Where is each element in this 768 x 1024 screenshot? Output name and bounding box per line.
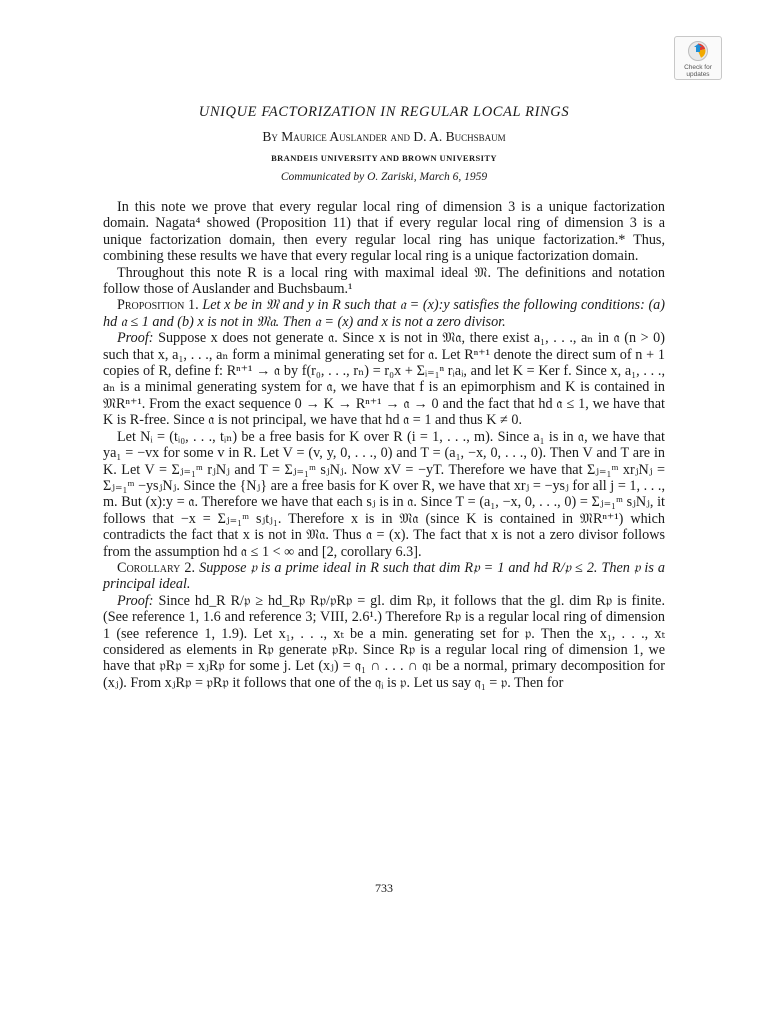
check-updates-icon [687, 40, 709, 62]
proof-2 [103, 593, 665, 691]
proof-1-part-b: Let Nᵢ = (tᵢ₀, . . ., tᵢₙ) be a free basis for K over R (i = 1, . . ., m). Since a₁ is in 𝔞, we have that ya₁ = −vx for some v in R. Let V = (v, y, 0, . . ., 0) and T = (a₁, −x, 0, . . ., 0). Then V and T are in K. Let V = Σⱼ₌₁ᵐ rⱼNⱼ and T = Σⱼ₌₁ᵐ sⱼNⱼ. Now xV = −yT. Therefore we have that Σⱼ₌₁ᵐ xrⱼNⱼ = Σⱼ₌₁ᵐ −ysⱼNⱼ. Since the {Nⱼ} are a free basis for K over R, we have that xrⱼ = −ysⱼ for all j = 1, . . ., m. But (x):y = 𝔞. Therefore we have that each sⱼ is in 𝔞. Since T = (a₁, −x, 0, . . ., 0) = Σⱼ₌₁ᵐ sⱼNⱼ, it follows that −x = Σⱼ₌₁ᵐ sⱼtⱼ₁. Therefore x is in 𝔐𝔞 (since K is contained in 𝔐Rⁿ⁺¹) which contradicts the fact that x is not in 𝔐𝔞. Thus 𝔞 = (x). The fact that x is not a zero divisor follows from the assumption hd 𝔞 ≤ 1 < ∞ and [2, corollary 6.3]. [103, 428, 665, 560]
article-affiliation: BRANDEIS UNIVERSITY AND BROWN UNIVERSITY [271, 153, 497, 163]
page-number: 733 [375, 881, 393, 895]
check-for-updates-badge[interactable] [674, 36, 722, 80]
paragraph-intro: In this note we prove that every regular local ring of dimension 3 is a unique factorization domain. Nagata⁴ showed (Proposition 11) that if every regular local ring of dimension 3 is a unique factorization domain, then every regular local ring has unique factorization.* Thus, combining these results we have that every regular local ring is a unique factorization domain. [103, 199, 665, 265]
corollary-2 [103, 560, 665, 593]
proof-1-part-a [103, 330, 665, 428]
proof-text: Suppose x does not generate 𝔞. Since x is not in 𝔐𝔞, there exist a₁, . . ., aₙ in 𝔞 (n > 0) such that x, a₁, . . ., aₙ form a minimal generating set for 𝔞. Let Rⁿ⁺¹ denote the direct sum of n + 1 copies of R, define f: Rⁿ⁺¹ → 𝔞 by f(r₀, . . ., rₙ) = r₀x + Σᵢ₌₁ⁿ rᵢaᵢ, and let K = Ker f. Since x, a₁, . . ., aₙ is a minimal generating system for 𝔞, we have that f is an epimorphism and K is contained in 𝔐Rⁿ⁺¹. From the exact sequence 0 → K → Rⁿ⁺¹ → 𝔞 → 0 and the fact that hd 𝔞 ≤ 1, we have that K is R-free. Since 𝔞 is not principal, we have that hd 𝔞 = 1 and thus K ≠ 0. [103, 330, 665, 429]
badge-label-1: Check for [684, 64, 712, 71]
proposition-1 [103, 297, 665, 330]
article-authors: By Maurice Auslander and D. A. Buchsbaum [262, 129, 506, 144]
article-title: UNIQUE FACTORIZATION IN REGULAR LOCAL RINGS [198, 104, 570, 120]
proof-2-label: Proof: [117, 592, 154, 609]
proof-2-text: Since hd_R R/𝔭 ≥ hd_R𝔭 R𝔭/𝔭R𝔭 = gl. dim R𝔭, it follows that the gl. dim R𝔭 is finite. (See reference 1, 1.6 and reference 3; VIII, 2.6¹.) Therefore R𝔭 is a regular local ring of dimension 1 (see reference 1, 1.9). Let x₁, . . ., xₜ be a min. generating set for 𝔭. Then the x₁, . . ., xₜ considered as elements in R𝔭 generate 𝔭R𝔭. Since R𝔭 is a regular local ring of dimension 1, we have that 𝔭R𝔭 = xⱼR𝔭 for some j. Let (xⱼ) = 𝔮₁ ∩ . . . ∩ 𝔮ₗ be a normal, primary decomposition for (xⱼ). From xⱼR𝔭 = 𝔭R𝔭 it follows that one of the 𝔮ᵢ is 𝔭. Let us say 𝔮₁ = 𝔭. Then for [103, 592, 666, 691]
proof-label: Proof: [117, 330, 154, 347]
corollary-label: Corollary 2. [117, 559, 196, 576]
proposition-text: Let x be in 𝔐 and y in R such that 𝔞 = (x):y satisfies the following conditions: (a) hd 𝔞 ≤ 1 and (b) x is not in 𝔐𝔞. Then 𝔞 = (x) and x is not a zero divisor. [103, 297, 665, 330]
proposition-label: Proposition 1. [117, 297, 199, 314]
article-page [103, 104, 665, 691]
communicated-by: Communicated by O. Zariski, March 6, 1959 [280, 171, 488, 183]
paragraph-notation: Throughout this note R is a local ring with maximal ideal 𝔐. The definitions and notation follow those of Auslander and Buchsbaum.¹ [103, 264, 665, 298]
corollary-text: Suppose 𝔭 is a prime ideal in R such that dim R𝔭 = 1 and hd R/𝔭 ≤ 2. Then 𝔭 is a principal ideal. [103, 559, 666, 593]
badge-label-2: updates [686, 71, 710, 78]
